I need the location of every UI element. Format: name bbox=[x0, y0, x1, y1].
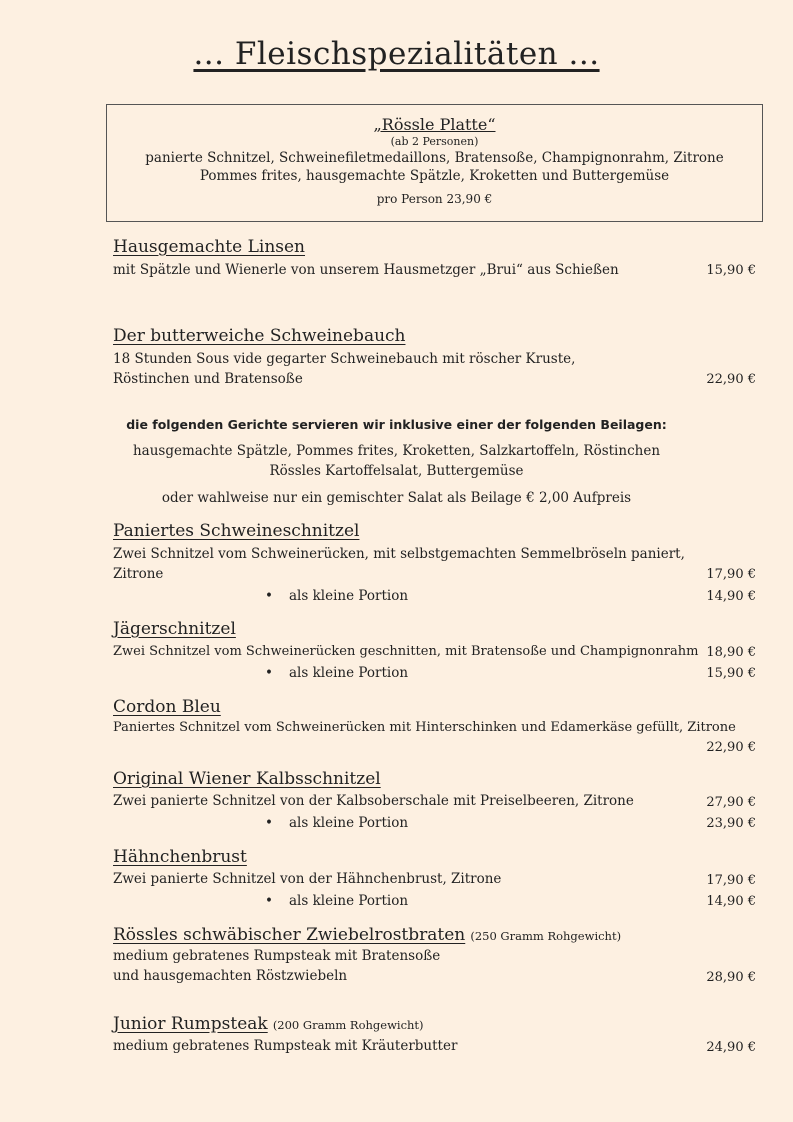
platter-box bbox=[106, 104, 763, 222]
dish-desc-zwiebelrostbraten-2: und hausgemachten Röstzwiebeln bbox=[113, 968, 348, 984]
dish-desc-schweinebauch-2: Röstinchen und Bratensoße bbox=[113, 371, 303, 387]
dish-name-schweinebauch: Der butterweiche Schweinebauch bbox=[113, 326, 406, 346]
price-cordon-bleu: 22,90 € bbox=[706, 740, 756, 755]
platter-subtitle: (ab 2 Personen) bbox=[390, 135, 479, 148]
sides-line-3: oder wahlweise nur ein gemischter Salat als Beilage € 2,00 Aufpreis bbox=[161, 490, 632, 506]
bullet-icon: • bbox=[265, 665, 273, 681]
sides-line-1: hausgemachte Spätzle, Pommes frites, Kroketten, Salzkartoffeln, Röstinchen bbox=[132, 443, 661, 459]
small-price-haehnchenbrust: 14,90 € bbox=[706, 894, 756, 909]
dish-heading-junior-rumpsteak bbox=[113, 1014, 424, 1034]
dish-note-junior-rumpsteak: (200 Gramm Rohgewicht) bbox=[272, 1018, 424, 1032]
platter-line-1: panierte Schnitzel, Schweinefiletmedaillons, Bratensoße, Champignonrahm, Zitrone bbox=[145, 150, 724, 166]
sides-line-2: Rössles Kartoffelsalat, Buttergemüse bbox=[269, 463, 524, 479]
dish-desc-wiener-kalbsschnitzel: Zwei panierte Schnitzel von der Kalbsoberschale mit Preiselbeeren, Zitrone bbox=[113, 793, 634, 809]
price-junior-rumpsteak: 24,90 € bbox=[706, 1040, 756, 1055]
small-portion-label: als kleine Portion bbox=[289, 893, 409, 909]
dish-desc-linsen: mit Spätzle und Wienerle von unserem Hausmetzger „Brui“ aus Schießen bbox=[113, 262, 619, 278]
price-haehnchenbrust: 17,90 € bbox=[706, 873, 756, 888]
dish-desc-haehnchenbrust: Zwei panierte Schnitzel von der Hähnchenbrust, Zitrone bbox=[113, 871, 502, 887]
page-title: ... Fleischspezialitäten ... bbox=[193, 36, 600, 72]
price-linsen: 15,90 € bbox=[706, 263, 756, 278]
dish-heading-zwiebelrostbraten bbox=[113, 925, 621, 945]
dish-name-cordon-bleu: Cordon Bleu bbox=[113, 697, 221, 717]
bullet-icon: • bbox=[265, 893, 273, 909]
dish-desc-junior-rumpsteak: medium gebratenes Rumpsteak mit Kräuterbutter bbox=[113, 1038, 458, 1054]
price-schweinebauch: 22,90 € bbox=[706, 372, 756, 387]
dish-name-haehnchenbrust: Hähnchenbrust bbox=[113, 847, 247, 867]
platter-line-2: Pommes frites, hausgemachte Spätzle, Kroketten und Buttergemüse bbox=[199, 168, 670, 184]
price-wiener-kalbsschnitzel: 27,90 € bbox=[706, 795, 756, 810]
dish-desc-zwiebelrostbraten-1: medium gebratenes Rumpsteak mit Bratensoße bbox=[113, 948, 441, 964]
dish-desc-schweinebauch-1: 18 Stunden Sous vide gegarter Schweinebauch mit röscher Kruste, bbox=[113, 351, 576, 367]
dish-desc-jaegerschnitzel: Zwei Schnitzel vom Schweinerücken geschnitten, mit Bratensoße und Champignonrahm bbox=[113, 644, 699, 659]
price-jaegerschnitzel: 18,90 € bbox=[706, 645, 756, 660]
dish-name-paniertes: Paniertes Schweineschnitzel bbox=[113, 521, 360, 541]
bullet-icon: • bbox=[265, 815, 273, 831]
small-portion-label: als kleine Portion bbox=[289, 665, 409, 681]
dish-note-zwiebelrostbraten: (250 Gramm Rohgewicht) bbox=[470, 929, 622, 943]
platter-name: „Rössle Platte“ bbox=[373, 115, 496, 134]
price-paniertes: 17,90 € bbox=[706, 567, 756, 582]
dish-desc-paniertes-2: Zitrone bbox=[113, 566, 164, 582]
small-portion-label: als kleine Portion bbox=[289, 815, 409, 831]
dish-name-linsen: Hausgemachte Linsen bbox=[113, 237, 306, 257]
dish-desc-cordon-bleu: Paniertes Schnitzel vom Schweinerücken mit Hinterschinken und Edamerkäse gefüllt, Zitrone bbox=[113, 720, 736, 735]
sides-heading: die folgenden Gerichte servieren wir inklusive einer der folgenden Beilagen: bbox=[126, 417, 667, 432]
small-price-wiener-kalbsschnitzel: 23,90 € bbox=[706, 816, 756, 831]
small-price-paniertes: 14,90 € bbox=[706, 589, 756, 604]
platter-price: pro Person 23,90 € bbox=[376, 192, 493, 206]
dish-desc-paniertes-1: Zwei Schnitzel vom Schweinerücken, mit selbstgemachten Semmelbröseln paniert, bbox=[113, 546, 685, 562]
dish-name-wiener-kalbsschnitzel: Original Wiener Kalbsschnitzel bbox=[113, 769, 381, 789]
price-zwiebelrostbraten: 28,90 € bbox=[706, 970, 756, 985]
small-price-jaegerschnitzel: 15,90 € bbox=[706, 666, 756, 681]
dish-name-jaegerschnitzel: Jägerschnitzel bbox=[113, 619, 236, 639]
dish-name-zwiebelrostbraten: Rössles schwäbischer Zwiebelrostbraten bbox=[113, 925, 466, 945]
dish-name-junior-rumpsteak: Junior Rumpsteak bbox=[113, 1014, 268, 1034]
bullet-icon: • bbox=[265, 588, 273, 604]
small-portion-label: als kleine Portion bbox=[289, 588, 409, 604]
